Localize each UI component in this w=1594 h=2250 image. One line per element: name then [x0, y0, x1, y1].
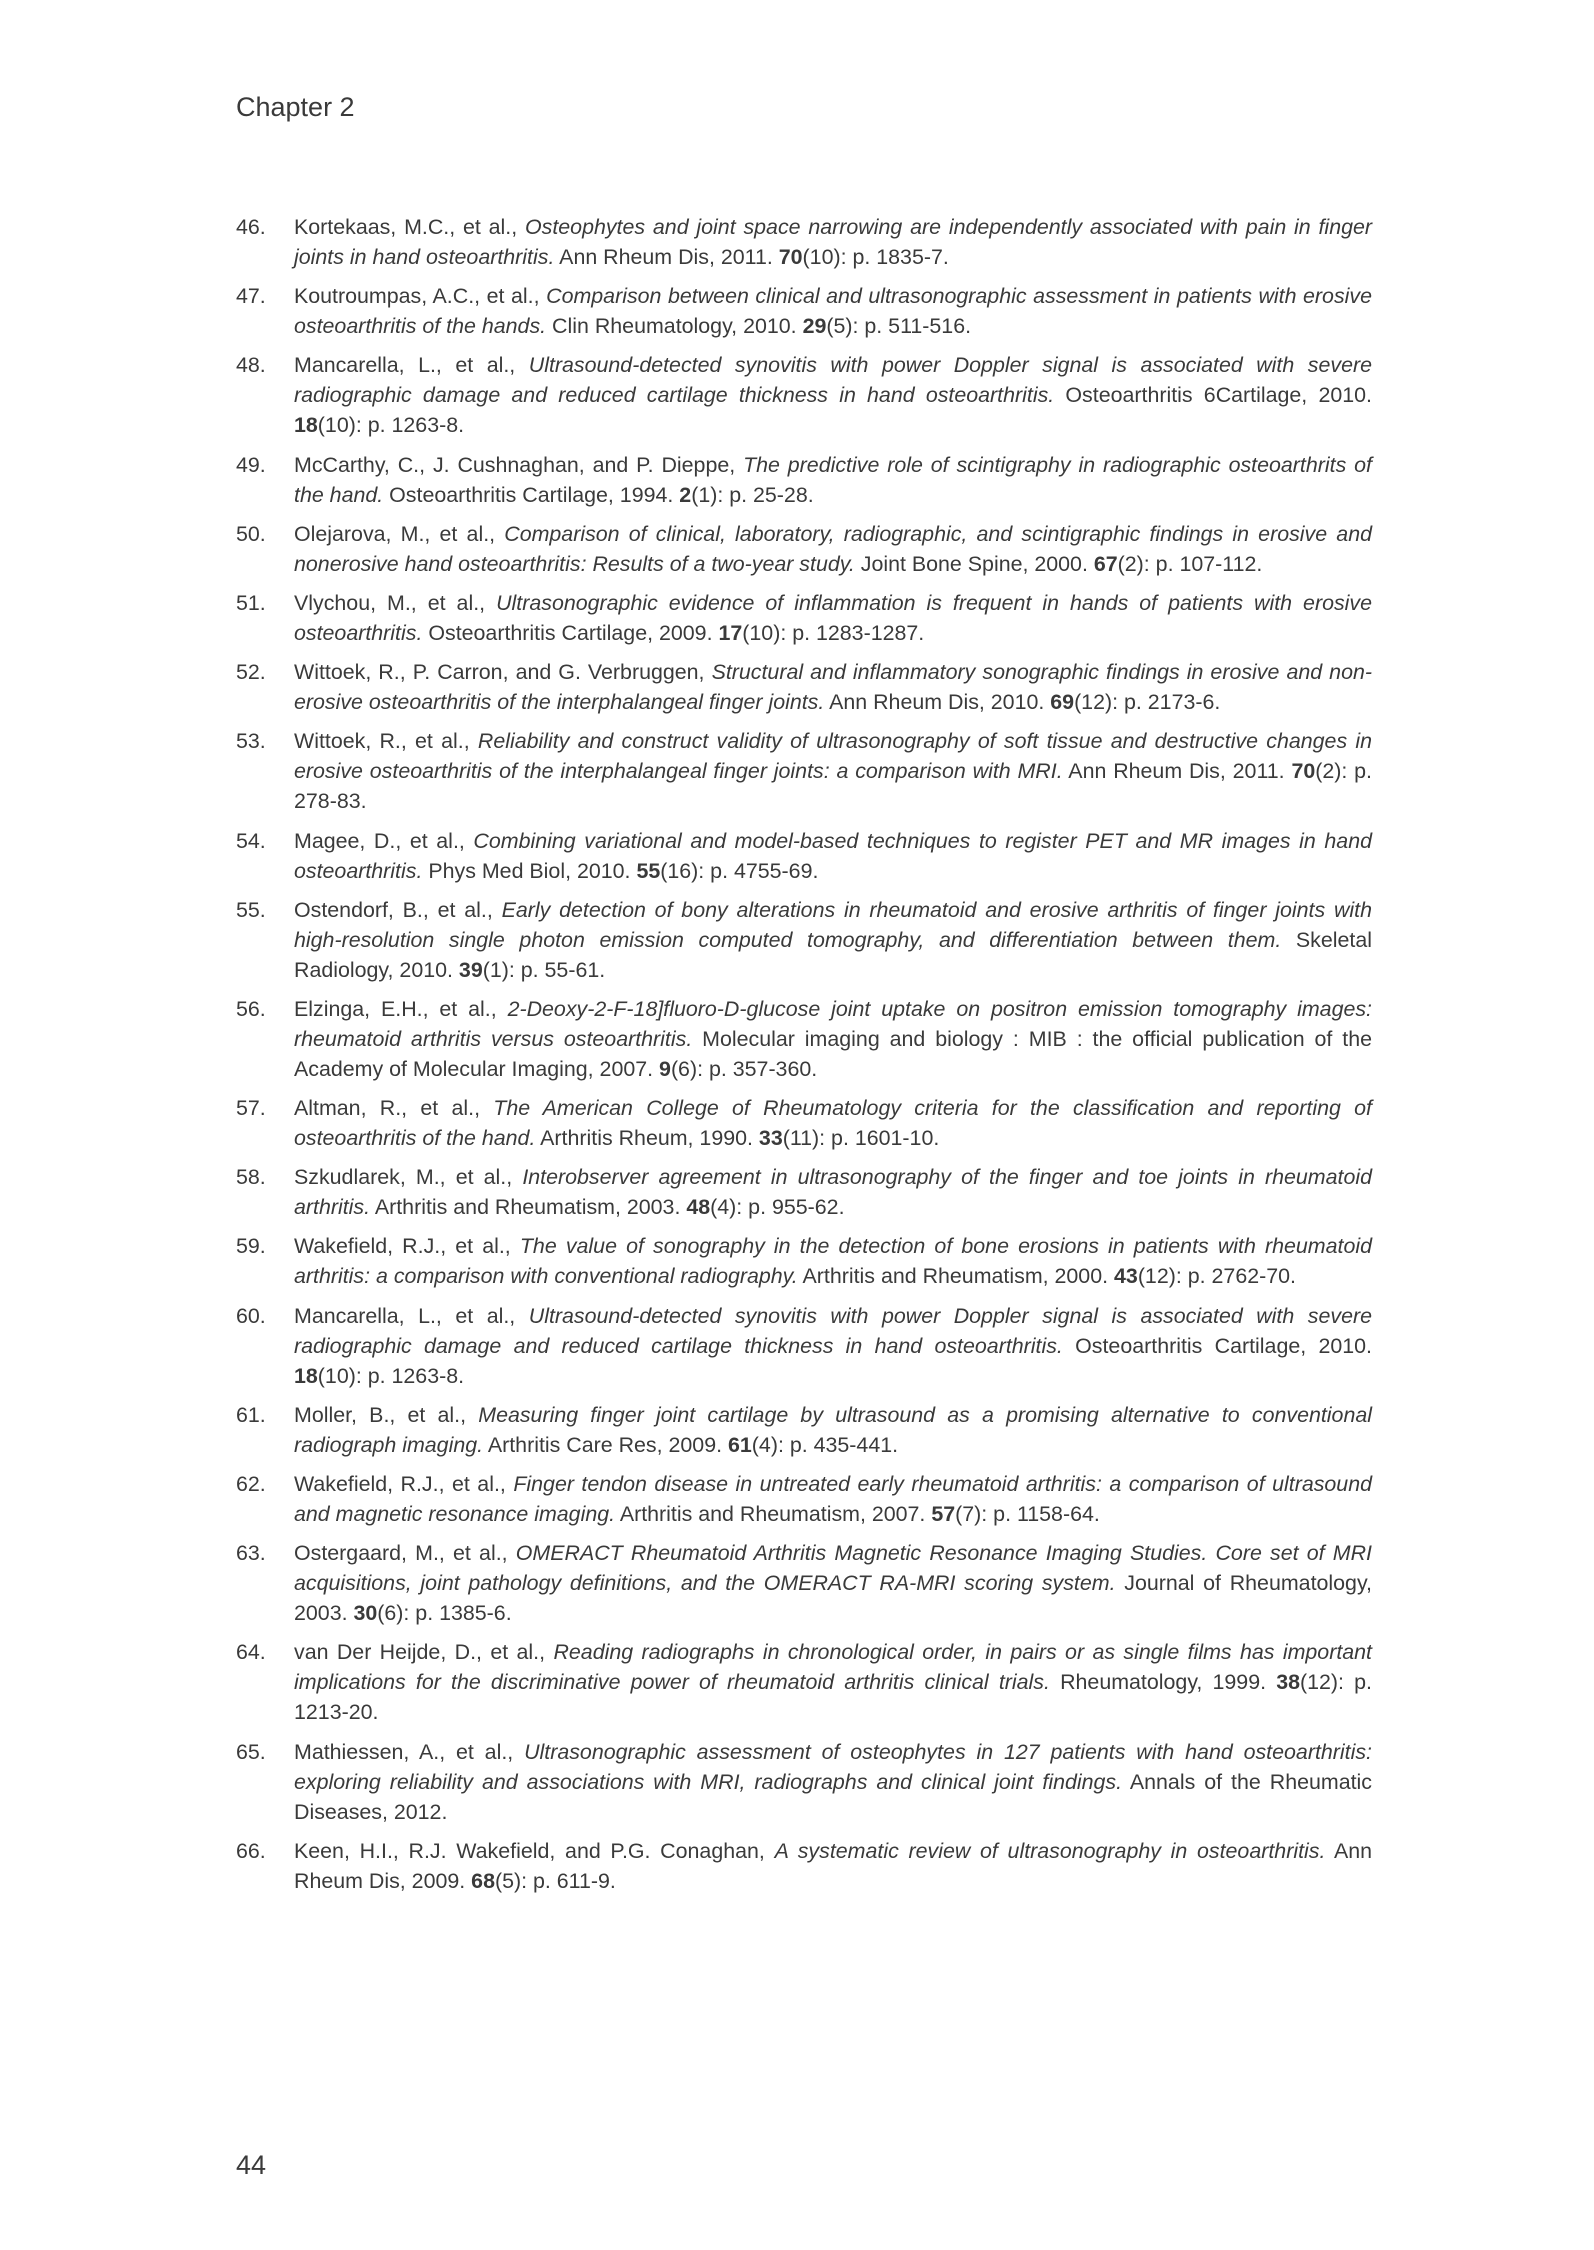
reference-source: Arthritis and Rheumatism, 2003.: [374, 1195, 681, 1220]
reference-volume: 38: [1276, 1670, 1300, 1695]
reference-authors: McCarthy, C., J. Cushnaghan, and P. Dieppe,: [294, 452, 736, 477]
reference-authors: Szkudlarek, M., et al.,: [294, 1165, 513, 1190]
reference-volume: 70: [1291, 759, 1316, 784]
reference-number: 56.: [236, 996, 266, 1021]
reference-authors: Wittoek, R., et al.,: [294, 729, 470, 754]
reference-pages: (2): p. 278-83.: [294, 759, 1372, 814]
reference-number: 53.: [236, 729, 266, 754]
reference-source: Skeletal Radiology, 2010.: [294, 927, 1372, 982]
reference-volume: 43: [1114, 1264, 1138, 1289]
reference-source: Molecular imaging and biology : MIB : the official publication of the Academy of Molecular Imaging, 2007.: [294, 1026, 1372, 1081]
reference-item: [236, 350, 1372, 440]
reference-item: [236, 212, 1372, 272]
reference-title: Reading radiographs in chronological order, in pairs or as single films has important implications for the discriminative power of rheumatoid arthritis clinical trials.: [294, 1640, 1372, 1695]
reference-volume: 70: [778, 245, 803, 269]
reference-source: Joint Bone Spine, 2000.: [860, 551, 1088, 576]
reference-pages: (10): p. 1263-8.: [317, 1363, 465, 1388]
reference-pages: (5): p. 511-516.: [826, 314, 972, 339]
reference-number: 59.: [236, 1234, 266, 1259]
reference-number: 49.: [236, 452, 266, 477]
reference-authors: Ostergaard, M., et al.,: [294, 1541, 508, 1566]
reference-volume: 29: [802, 314, 827, 339]
reference-authors: Kortekaas, M.C., et al.,: [294, 215, 518, 239]
reference-item: [236, 1737, 1372, 1827]
reference-title: Interobserver agreement in ultrasonography of the finger and toe joints in rheumatoid arthritis.: [294, 1165, 1373, 1220]
reference-item: [236, 1400, 1372, 1460]
running-head: Chapter 2: [236, 92, 355, 122]
reference-authors: Olejarova, M., et al.,: [294, 521, 496, 546]
reference-item: [236, 826, 1372, 886]
reference-number: 50.: [236, 521, 266, 546]
reference-authors: Altman, R., et al.,: [294, 1096, 481, 1121]
reference-title: Reliability and construct validity of ultrasonography of soft tissue and destructive changes in erosive osteoarthritis of the interphalangeal finger joints: a comparison with MRI.: [294, 729, 1373, 784]
reference-title: A systematic review of ultrasonography in osteoarthritis.: [774, 1838, 1326, 1863]
reference-volume: 39: [458, 957, 483, 982]
reference-item: [236, 1836, 1372, 1896]
reference-number: 66.: [236, 1838, 266, 1863]
reference-pages: (6): p. 1385-6.: [377, 1601, 512, 1626]
reference-pages: (10): p. 1283-1287.: [742, 620, 925, 645]
reference-number: 54.: [236, 828, 266, 853]
reference-authors: van Der Heijde, D., et al.,: [294, 1640, 546, 1665]
reference-authors: Wakefield, R.J., et al.,: [294, 1472, 506, 1496]
reference-pages: (16): p. 4755-69.: [660, 858, 819, 883]
reference-item: [236, 588, 1372, 648]
reference-item: [236, 1301, 1372, 1391]
reference-source: Arthritis and Rheumatism, 2000.: [802, 1264, 1109, 1289]
reference-number: 52.: [236, 660, 266, 685]
reference-pages: (7): p. 1158-64.: [955, 1502, 1100, 1526]
reference-pages: (12): p. 2173-6.: [1074, 690, 1221, 715]
reference-source: Clin Rheumatology, 2010.: [552, 314, 797, 339]
reference-source: Osteoarthritis Cartilage, 2010.: [1075, 1333, 1372, 1358]
reference-pages: (10): p. 1835-7.: [802, 245, 949, 269]
reference-pages: (5): p. 611-9.: [494, 1868, 616, 1893]
reference-title: Structural and inflammatory sonographic findings in erosive and non-erosive osteoarthritis of the interphalangeal finger joints.: [294, 660, 1372, 715]
reference-title: The value of sonography in the detection of bone erosions in patients with rheumatoid arthritis: a comparison with conventional radiography.: [294, 1234, 1372, 1289]
reference-volume: 18: [294, 1363, 318, 1388]
reference-pages: (10): p. 1263-8.: [317, 413, 465, 438]
reference-number: 57.: [236, 1096, 266, 1121]
reference-volume: 69: [1050, 690, 1075, 715]
reference-pages: (11): p. 1601-10.: [782, 1126, 940, 1151]
reference-number: 60.: [236, 1303, 266, 1328]
reference-number: 48.: [236, 353, 266, 378]
reference-pages: (4): p. 955-62.: [710, 1195, 845, 1220]
reference-item: [236, 519, 1372, 579]
reference-source: Arthritis and Rheumatism, 2007.: [619, 1502, 926, 1526]
reference-pages: (6): p. 357-360.: [670, 1056, 818, 1081]
reference-volume: 33: [758, 1126, 783, 1151]
reference-number: 55.: [236, 897, 266, 922]
reference-source: Phys Med Biol, 2010.: [428, 858, 631, 883]
reference-source: Arthritis Rheum, 1990.: [540, 1126, 753, 1151]
reference-item: [236, 1093, 1372, 1153]
reference-pages: (1): p. 25-28.: [691, 482, 814, 507]
reference-volume: 67: [1093, 551, 1118, 576]
reference-number: 64.: [236, 1640, 266, 1665]
reference-authors: Mancarella, L., et al.,: [294, 353, 516, 378]
reference-number: 63.: [236, 1541, 266, 1566]
reference-title: Ultrasonographic assessment of osteophytes in 127 patients with hand osteoarthritis: exploring reliability and associations with MRI, radiographs and clinical joint findings.: [294, 1739, 1372, 1794]
reference-title: Ultrasound-detected synovitis with power Doppler signal is associated with severe radiographic damage and reduced cartilage thickness in hand osteoarthritis.: [294, 353, 1372, 408]
reference-volume: 30: [353, 1601, 378, 1626]
reference-number: 58.: [236, 1165, 266, 1190]
reference-title: Ultrasound-detected synovitis with power Doppler signal is associated with severe radiographic damage and reduced cartilage thickness in hand osteoarthritis.: [294, 1303, 1372, 1358]
reference-item: [236, 895, 1372, 985]
reference-pages: (12): p. 2762-70.: [1137, 1264, 1296, 1289]
reference-source: Rheumatology, 1999.: [1060, 1670, 1267, 1695]
reference-item: [236, 281, 1372, 341]
reference-authors: Mancarella, L., et al.,: [294, 1303, 516, 1328]
reference-authors: Elzinga, E.H., et al.,: [294, 996, 497, 1021]
reference-item: [236, 1469, 1372, 1529]
reference-authors: Keen, H.I., R.J. Wakefield, and P.G. Conaghan,: [294, 1838, 765, 1863]
reference-title: 2-Deoxy-2-F-18]fluoro-D-glucose joint uptake on positron emission tomography images: rheumatoid arthritis versus osteoarthritis.: [294, 996, 1372, 1051]
reference-title: Combining variational and model-based techniques to register PET and MR images in hand osteoarthritis.: [294, 828, 1372, 883]
reference-source: Ann Rheum Dis, 2010.: [829, 690, 1045, 715]
reference-item: [236, 1538, 1372, 1628]
reference-title: Osteophytes and joint space narrowing are independently associated with pain in finger joints in hand osteoarthritis.: [294, 215, 1373, 269]
reference-title: The American College of Rheumatology criteria for the classification and reporting of osteoarthritis of the hand.: [294, 1096, 1372, 1151]
reference-title: Ultrasonographic evidence of inflammation is frequent in hands of patients with erosive osteoarthritis.: [294, 590, 1373, 645]
reference-source: Ann Rheum Dis, 2011.: [559, 245, 773, 269]
reference-volume: 55: [636, 858, 661, 883]
reference-authors: Vlychou, M., et al.,: [294, 590, 486, 615]
reference-volume: 68: [471, 1868, 495, 1893]
reference-volume: 18: [294, 413, 318, 438]
reference-title: OMERACT Rheumatoid Arthritis Magnetic Resonance Imaging Studies. Core set of MRI acquisitions, joint pathology definitions, and the OMERACT RA-MRI scoring system.: [294, 1541, 1372, 1596]
reference-number: 65.: [236, 1739, 266, 1764]
reference-authors: Wakefield, R.J., et al.,: [294, 1234, 511, 1259]
reference-source: Osteoarthritis Cartilage, 2009.: [428, 620, 713, 645]
reference-title: Finger tendon disease in untreated early rheumatoid arthritis: a comparison of ultrasound and magnetic resonance imaging.: [294, 1472, 1372, 1526]
reference-item: [236, 657, 1372, 717]
reference-item: [236, 450, 1372, 510]
reference-volume: 57: [931, 1502, 956, 1526]
reference-authors: Koutroumpas, A.C., et al.,: [294, 284, 540, 309]
reference-source: Osteoarthritis 6Cartilage, 2010.: [1065, 383, 1372, 408]
reference-number: 46.: [236, 215, 266, 239]
reference-title: Early detection of bony alterations in rheumatoid and erosive arthritis of finger joints with high-resolution single photon emission computed tomography, and differentiation between them.: [294, 897, 1373, 952]
reference-title: Measuring finger joint cartilage by ultrasound as a promising alternative to conventional radiograph imaging.: [294, 1402, 1372, 1457]
reference-authors: Magee, D., et al.,: [294, 828, 465, 853]
reference-number: 47.: [236, 284, 266, 309]
reference-source: Osteoarthritis Cartilage, 1994.: [389, 482, 674, 507]
reference-authors: Ostendorf, B., et al.,: [294, 897, 493, 922]
reference-title: Comparison between clinical and ultrasonographic assessment in patients with erosive osteoarthritis of the hands.: [294, 284, 1372, 339]
reference-number: 51.: [236, 590, 266, 615]
reference-title: The predictive role of scintigraphy in radiographic osteoarthrits of the hand.: [294, 452, 1372, 507]
reference-pages: (4): p. 435-441.: [751, 1432, 899, 1457]
reference-list: [236, 212, 1372, 1905]
reference-source: Ann Rheum Dis, 2011.: [1068, 759, 1285, 784]
reference-number: 61.: [236, 1402, 266, 1427]
reference-item: [236, 726, 1372, 816]
reference-volume: 9: [659, 1056, 671, 1081]
reference-item: [236, 1231, 1372, 1291]
reference-volume: 2: [679, 482, 692, 507]
page-number: 44: [236, 2150, 267, 2180]
reference-authors: Wittoek, R., P. Carron, and G. Verbruggen,: [294, 660, 705, 685]
reference-item: [236, 994, 1372, 1084]
reference-item: [236, 1162, 1372, 1222]
reference-volume: 48: [686, 1195, 711, 1220]
reference-authors: Mathiessen, A., et al.,: [294, 1739, 514, 1764]
reference-source: Ann Rheum Dis, 2009.: [294, 1838, 1372, 1893]
reference-item: [236, 1637, 1372, 1727]
reference-pages: (2): p. 107-112.: [1117, 551, 1263, 576]
reference-volume: 61: [728, 1432, 752, 1457]
reference-authors: Moller, B., et al.,: [294, 1402, 467, 1427]
reference-source: Annals of the Rheumatic Diseases, 2012.: [294, 1769, 1372, 1824]
reference-source: Journal of Rheumatology, 2003.: [294, 1571, 1373, 1626]
reference-title: Comparison of clinical, laboratory, radiographic, and scintigraphic findings in erosive and nonerosive hand osteoarthritis: Results of a two-year study.: [294, 521, 1372, 576]
reference-pages: (1): p. 55-61.: [482, 957, 606, 982]
reference-volume: 17: [718, 620, 743, 645]
reference-source: Arthritis Care Res, 2009.: [487, 1432, 723, 1457]
reference-number: 62.: [236, 1472, 266, 1496]
reference-pages: (12): p. 1213-20.: [294, 1670, 1372, 1725]
